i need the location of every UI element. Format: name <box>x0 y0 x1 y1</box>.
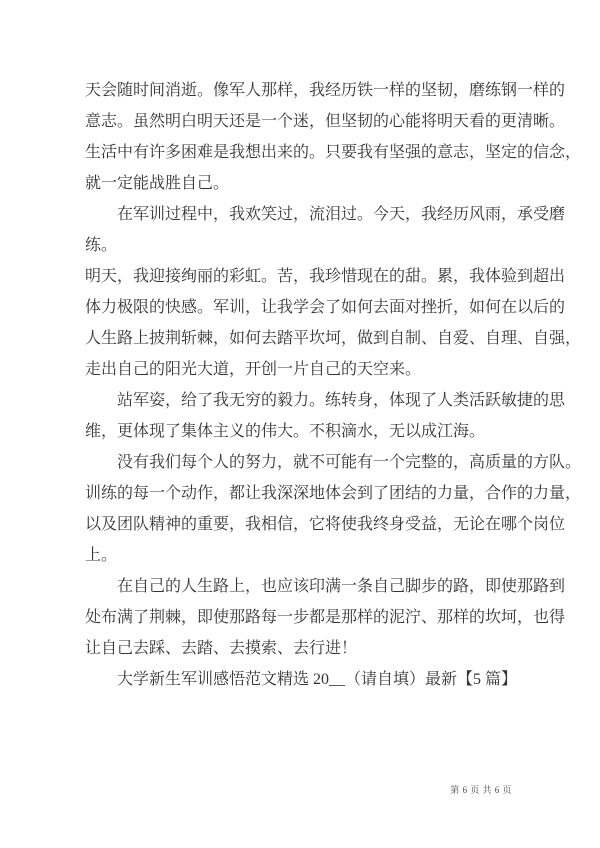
text-line: 天会随时间消逝。像军人那样，我经历铁一样的坚韧，磨练钢一样的 <box>85 82 566 99</box>
text-line: 以及团队精神的重要，我相信，它将使我终身受益，无论在哪个岗位 <box>85 516 566 533</box>
text-line: 练。 <box>85 237 118 254</box>
text-line: 让自己去踩、去踏、去摸索、去行进！ <box>85 640 358 657</box>
text-line: 维，更体现了集体主义的伟大。不积滴水，无以成江海。 <box>85 423 486 440</box>
text-line: 在军训过程中，我欢笑过，流泪过。今天，我经历风雨，承受磨 <box>117 206 566 223</box>
text-line: 上。 <box>85 547 118 564</box>
text-line: 站军姿，给了我无穷的毅力。练转身，体现了人类活跃敏捷的思 <box>117 392 566 409</box>
text-line: 意志。虽然明白明天还是一个迷，但坚韧的心能将明天看的更清晰。 <box>85 113 566 130</box>
text-line: 体力极限的快感。军训，让我学会了如何去面对挫折，如何在以后的 <box>85 299 566 316</box>
text-line: 生活中有许多困难是我想出来的。只要我有坚强的意志，坚定的信念， <box>85 144 582 161</box>
text-line: 人生路上披荆斩棘，如何去踏平坎坷，做到自制、自爱、自理、自强， <box>85 330 582 347</box>
text-line: 在自己的人生路上，也应该印满一条自己脚步的路，即使那路到 <box>117 578 566 595</box>
document-body <box>85 75 582 695</box>
text-line: 没有我们每个人的努力，就不可能有一个完整的，高质量的方队。 <box>117 454 582 471</box>
page-footer <box>450 783 512 796</box>
text-line: 训练的每一个动作，都让我深深地体会到了团结的力量，合作的力量， <box>85 485 582 502</box>
text-line: 走出自己的阳光大道，开创一片自己的天空来。 <box>85 361 422 378</box>
text-line: 就一定能战胜自己。 <box>85 175 230 192</box>
page-number-label: 第 6 页 共 6 页 <box>450 785 512 795</box>
text-line: 大学新生军训感悟范文精选 20__（请自填）最新【5 篇】 <box>117 671 518 688</box>
text-line: 处布满了荆棘，即使那路每一步都是那样的泥泞、那样的坎坷，也得 <box>85 609 566 626</box>
text-line: 明天，我迎接绚丽的彩虹。苦，我珍惜现在的甜。累，我体验到超出 <box>85 268 566 285</box>
